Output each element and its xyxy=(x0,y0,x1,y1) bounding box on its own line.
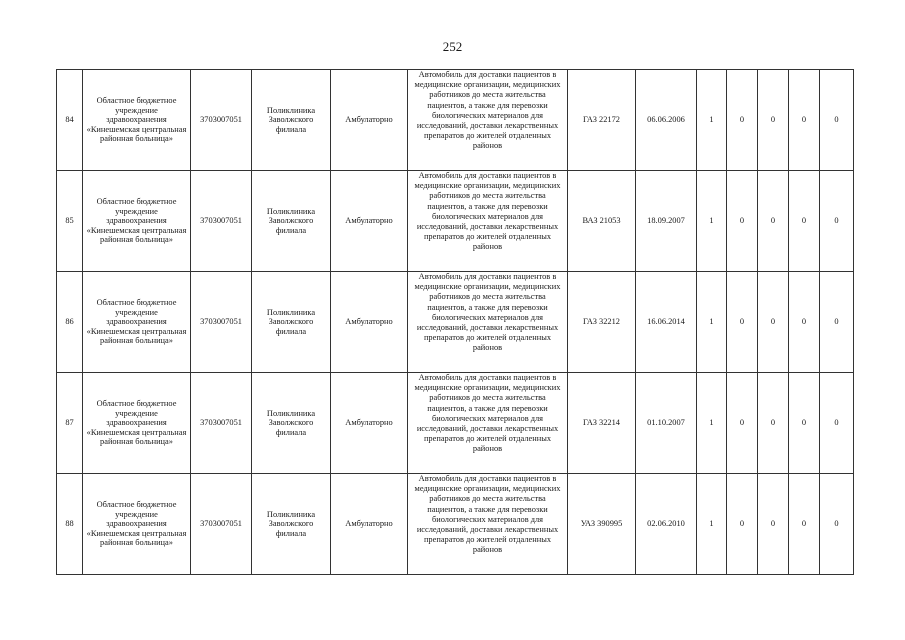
count-cell: 0 xyxy=(820,272,854,373)
row-number: 88 xyxy=(57,474,83,575)
count-cell: 0 xyxy=(758,373,789,474)
count-cell: 1 xyxy=(697,70,727,171)
care-type: Амбулаторно xyxy=(331,70,408,171)
unit-name: Поликлиника Заволжского филиала xyxy=(252,474,331,575)
care-type: Амбулаторно xyxy=(331,373,408,474)
count-cell: 0 xyxy=(789,171,820,272)
vehicle-model: ГАЗ 32214 xyxy=(568,373,636,474)
count-cell: 0 xyxy=(727,70,758,171)
table-row xyxy=(57,474,854,575)
vehicle-date: 16.06.2014 xyxy=(636,272,697,373)
vehicle-purpose-cell xyxy=(408,474,568,575)
count-cell: 0 xyxy=(727,474,758,575)
inn: 3703007051 xyxy=(191,474,252,575)
vehicle-model: УАЗ 390995 xyxy=(568,474,636,575)
count-cell: 0 xyxy=(758,70,789,171)
vehicle-date: 18.09.2007 xyxy=(636,171,697,272)
inn: 3703007051 xyxy=(191,272,252,373)
table-row xyxy=(57,373,854,474)
count-cell: 0 xyxy=(820,171,854,272)
care-type: Амбулаторно xyxy=(331,474,408,575)
organization-name: Областное бюджетное учреждение здравоохранения «Кинешемская центральная районная больница» xyxy=(83,70,191,171)
vehicle-registry-table xyxy=(56,69,854,575)
count-cell: 1 xyxy=(697,272,727,373)
vehicle-purpose: Автомобиль для доставки пациентов в медицинские организации, медицинских работников до места жительства пациентов, а также для перевозки биологических материалов для исследований, доставки лекарственных препаратов до жителей отдаленных районов xyxy=(414,373,561,454)
row-number: 84 xyxy=(57,70,83,171)
vehicle-date: 02.06.2010 xyxy=(636,474,697,575)
vehicle-purpose: Автомобиль для доставки пациентов в медицинские организации, медицинских работников до места жительства пациентов, а также для перевозки биологических материалов для исследований, доставки лекарственных препаратов до жителей отдаленных районов xyxy=(414,70,561,151)
organization-name: Областное бюджетное учреждение здравоохранения «Кинешемская центральная районная больница» xyxy=(83,373,191,474)
count-cell: 0 xyxy=(727,171,758,272)
table-row xyxy=(57,70,854,171)
inn: 3703007051 xyxy=(191,70,252,171)
vehicle-model: ВАЗ 21053 xyxy=(568,171,636,272)
inn: 3703007051 xyxy=(191,171,252,272)
row-number: 86 xyxy=(57,272,83,373)
organization-name: Областное бюджетное учреждение здравоохранения «Кинешемская центральная районная больница» xyxy=(83,272,191,373)
care-type: Амбулаторно xyxy=(331,272,408,373)
vehicle-purpose-cell xyxy=(408,373,568,474)
vehicle-model: ГАЗ 32212 xyxy=(568,272,636,373)
count-cell: 1 xyxy=(697,171,727,272)
row-number: 87 xyxy=(57,373,83,474)
count-cell: 0 xyxy=(727,373,758,474)
vehicle-purpose: Автомобиль для доставки пациентов в медицинские организации, медицинских работников до места жительства пациентов, а также для перевозки биологических материалов для исследований, доставки лекарственных препаратов до жителей отдаленных районов xyxy=(414,171,561,252)
care-type: Амбулаторно xyxy=(331,171,408,272)
vehicle-purpose-cell xyxy=(408,171,568,272)
count-cell: 0 xyxy=(820,474,854,575)
unit-name: Поликлиника Заволжского филиала xyxy=(252,272,331,373)
unit-name: Поликлиника Заволжского филиала xyxy=(252,373,331,474)
vehicle-date: 06.06.2006 xyxy=(636,70,697,171)
table-row xyxy=(57,272,854,373)
unit-name: Поликлиника Заволжского филиала xyxy=(252,70,331,171)
count-cell: 0 xyxy=(789,373,820,474)
count-cell: 0 xyxy=(789,272,820,373)
count-cell: 0 xyxy=(727,272,758,373)
count-cell: 0 xyxy=(758,272,789,373)
vehicle-purpose: Автомобиль для доставки пациентов в медицинские организации, медицинских работников до места жительства пациентов, а также для перевозки биологических материалов для исследований, доставки лекарственных препаратов до жителей отдаленных районов xyxy=(414,272,561,353)
unit-name: Поликлиника Заволжского филиала xyxy=(252,171,331,272)
count-cell: 1 xyxy=(697,373,727,474)
vehicle-purpose: Автомобиль для доставки пациентов в медицинские организации, медицинских работников до места жительства пациентов, а также для перевозки биологических материалов для исследований, доставки лекарственных препаратов до жителей отдаленных районов xyxy=(414,474,561,555)
vehicle-purpose-cell xyxy=(408,272,568,373)
count-cell: 1 xyxy=(697,474,727,575)
vehicle-model: ГАЗ 22172 xyxy=(568,70,636,171)
organization-name: Областное бюджетное учреждение здравоохранения «Кинешемская центральная районная больница» xyxy=(83,171,191,272)
organization-name: Областное бюджетное учреждение здравоохранения «Кинешемская центральная районная больница» xyxy=(83,474,191,575)
page-number: 252 xyxy=(442,39,463,54)
vehicle-date: 01.10.2007 xyxy=(636,373,697,474)
count-cell: 0 xyxy=(820,373,854,474)
count-cell: 0 xyxy=(758,171,789,272)
row-number: 85 xyxy=(57,171,83,272)
table-row xyxy=(57,171,854,272)
count-cell: 0 xyxy=(820,70,854,171)
count-cell: 0 xyxy=(789,70,820,171)
vehicle-purpose-cell xyxy=(408,70,568,171)
count-cell: 0 xyxy=(758,474,789,575)
count-cell: 0 xyxy=(789,474,820,575)
inn: 3703007051 xyxy=(191,373,252,474)
